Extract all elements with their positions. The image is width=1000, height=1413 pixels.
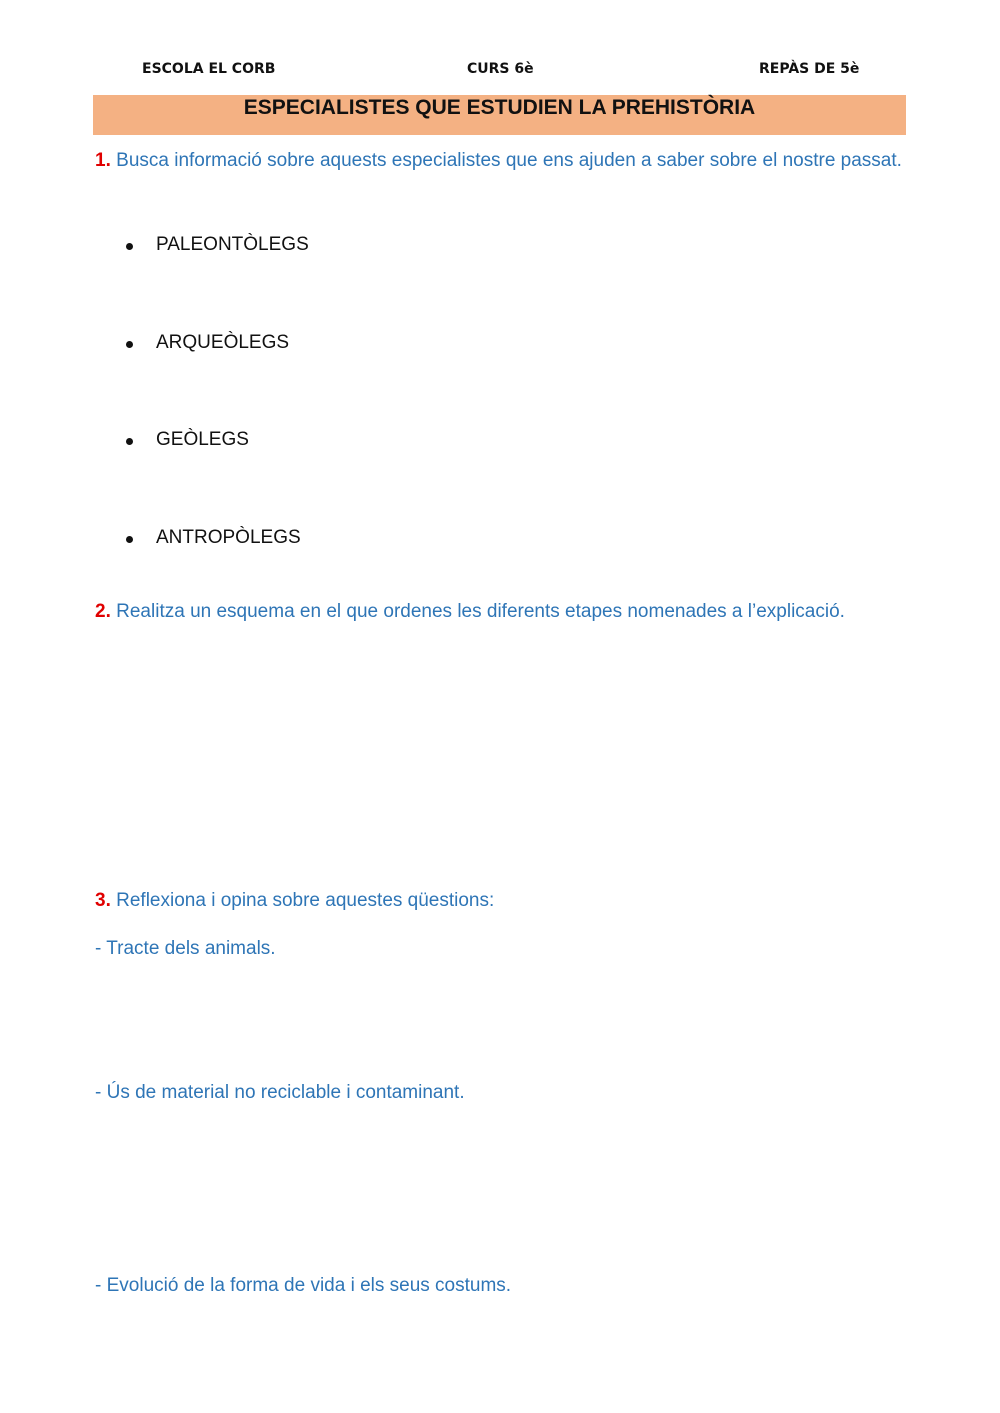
specialist-label: GEÒLEGS xyxy=(156,429,249,450)
bullet-icon xyxy=(126,438,133,445)
question-2 xyxy=(95,594,845,629)
question-1-text: Busca informació sobre aquests especialistes que ens ajuden a saber sobre el nostre passat. xyxy=(116,150,902,171)
reflection-item-evolution: - Evolució de la forma de vida i els seus costums. xyxy=(95,1275,512,1296)
header-course: CURS 6è xyxy=(467,61,534,77)
question-3-text: Reflexiona i opina sobre aquestes qüestions: xyxy=(116,890,495,911)
question-3 xyxy=(95,883,494,918)
bullet-icon xyxy=(126,341,133,348)
question-3-number: 3. xyxy=(95,890,111,911)
question-1 xyxy=(95,143,903,178)
specialist-label: PALEONTÒLEGS xyxy=(156,234,309,255)
reflection-item-animals: - Tracte dels animals. xyxy=(95,938,276,959)
page-title: ESPECIALISTES QUE ESTUDIEN LA PREHISTÒRIA xyxy=(243,96,756,119)
specialist-label: ANTROPÒLEGS xyxy=(156,527,301,548)
reflection-item-materials: - Ús de material no reciclable i contaminant. xyxy=(95,1082,465,1103)
header-school: ESCOLA EL CORB xyxy=(142,61,276,77)
specialist-label: ARQUEÒLEGS xyxy=(156,332,290,353)
title-bar xyxy=(93,95,906,135)
bullet-icon xyxy=(126,243,133,250)
header-review: REPÀS DE 5è xyxy=(759,61,860,77)
question-2-number: 2. xyxy=(95,601,111,622)
question-2-text: Realitza un esquema en el que ordenes les diferents etapes nomenades a l’explicació. xyxy=(116,601,845,622)
question-1-number: 1. xyxy=(95,150,111,171)
bullet-icon xyxy=(126,536,133,543)
